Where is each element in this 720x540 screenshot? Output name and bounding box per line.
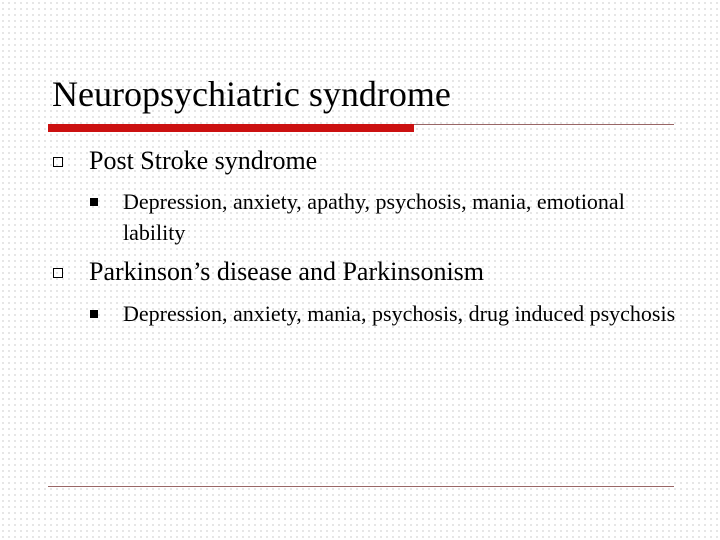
subitem-post-stroke-symptoms: Depression, anxiety, apathy, psychosis, mania, emotional lability xyxy=(123,189,625,245)
subitem-parkinsons-symptoms: Depression, anxiety, mania, psychosis, drug induced psychosis xyxy=(123,301,676,326)
bullet-item-parkinsons: Parkinson’s disease and Parkinsonism xyxy=(89,257,485,286)
title-divider-line xyxy=(414,124,674,125)
filled-square-bullet-icon xyxy=(90,198,98,206)
footer-divider-line xyxy=(48,486,674,487)
title-accent-bar xyxy=(48,124,414,132)
filled-square-bullet-icon xyxy=(90,310,98,318)
hollow-square-bullet-icon xyxy=(53,268,63,278)
bullet-item-post-stroke: Post Stroke syndrome xyxy=(89,146,318,175)
slide-title: Neuropsychiatric syndrome xyxy=(52,74,451,114)
hollow-square-bullet-icon xyxy=(53,157,63,167)
